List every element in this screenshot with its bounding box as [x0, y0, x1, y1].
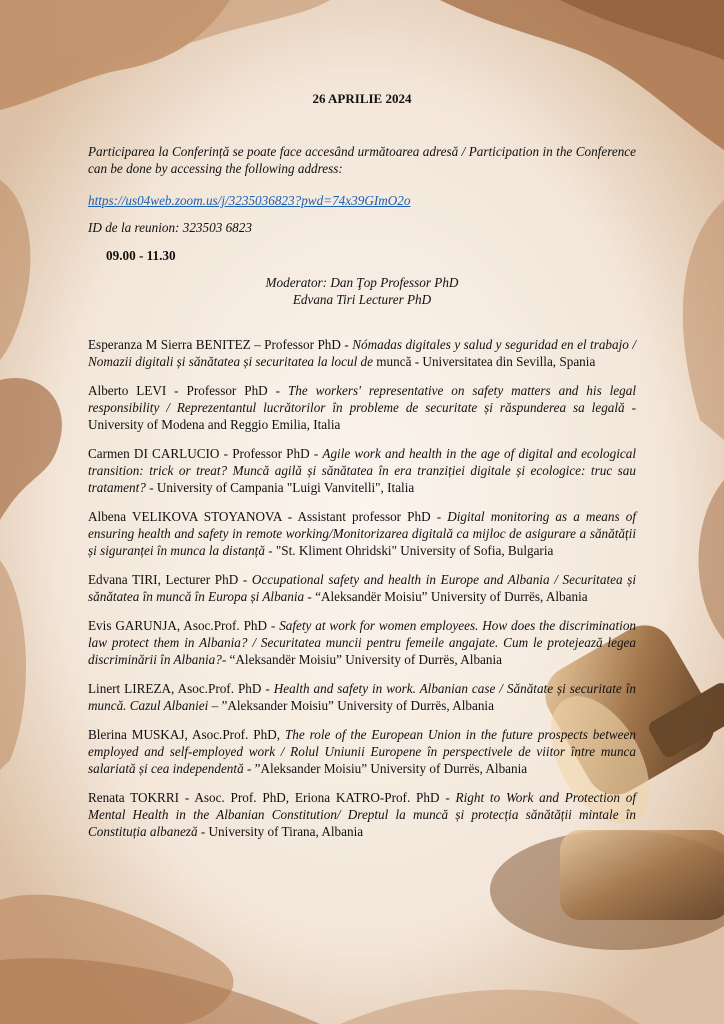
speaker-affiliation: muncă - Universitatea din Sevilla, Spania: [373, 354, 596, 369]
participation-intro: Participarea la Conferință se poate face accesând următoarea adresă / Participation in the Conference can be done by accessing the following address:: [88, 144, 636, 176]
speaker-affiliation: - University of Tirana, Albania: [197, 824, 364, 839]
talk-title: The role of the European Union in the future prospects between employed and self-employed work / Rolul Uniunii Europene în perspectivele de viitor între munca salariată și cea independentă: [88, 727, 636, 776]
speaker-affiliation: - “Aleksandër Moisiu” University of Durrës, Albania: [304, 589, 588, 604]
time-slot: 09.00 - 11.30: [106, 248, 176, 263]
speaker-author: Esperanza M Sierra BENITEZ – Professor PhD -: [88, 337, 353, 352]
speaker-author: Albena VELIKOVA STOYANOVA - Assistant professor PhD -: [88, 509, 448, 524]
speaker-affiliation: - "St. Kliment Ohridski" University of Sofia, Bulgaria: [264, 543, 554, 558]
speaker-entry: [88, 382, 636, 433]
speaker-author: Blerina MUSKAJ, Asoc.Prof. PhD,: [88, 727, 285, 742]
speaker-entry: [88, 508, 636, 559]
speaker-list: [88, 336, 636, 852]
speaker-author: Edvana TIRI, Lecturer PhD -: [88, 572, 252, 587]
talk-title: Nómadas digitales y salud y seguridad en el trabajo / Nomazii digitali și sănătatea și securitatea la locul de: [88, 337, 636, 369]
talk-title: Health and safety in work. Albanian case / Sănătate și securitate în muncă. Cazul Albaniei: [88, 681, 636, 713]
talk-title: The workers' representative on safety matters and his legal responsibility / Reprezentantul lucrătorilor în probleme de securitate și răspunderea sa legală: [88, 383, 636, 415]
speaker-entry: [88, 726, 636, 777]
speaker-entry: [88, 571, 636, 605]
speaker-author: Carmen DI CARLUCIO - Professor PhD -: [88, 446, 323, 461]
moderator-line: Moderator: Dan Ţop Professor PhD: [265, 275, 459, 290]
speaker-affiliation: - University of Modena and Reggio Emilia, Italia: [88, 400, 636, 432]
speaker-entry: [88, 445, 636, 496]
talk-title: Safety at work for women employees. How does the discrimination law protect them in Albania? / Securitatea muncii pentru femeile angajate. Cum le protejează legea discriminării în Albania?: [88, 618, 637, 667]
moderator-line: Edvana Tiri Lecturer PhD: [292, 292, 432, 307]
speaker-author: Evis GARUNJA, Asoc.Prof. PhD -: [88, 618, 280, 633]
speaker-entry: [88, 680, 636, 714]
speaker-entry: [88, 617, 636, 668]
meeting-id: ID de la reunion: 323503 6823: [88, 220, 252, 235]
speaker-affiliation: – ”Aleksander Moisiu” University of Durrës, Albania: [208, 698, 494, 713]
conference-date: 26 APRILIE 2024: [312, 91, 412, 106]
talk-title: Right to Work and Protection of Mental Health in the Albanian Constitution/ Dreptul la muncă și protecția sănătății mintale în Constituția albaneză: [88, 790, 636, 839]
talk-title: Agile work and health in the age of digital and ecological transition: trick or treat? Muncă agilă și sănătatea în era tranziției digitale și ecologice: truc sau tratament?: [88, 446, 636, 495]
speaker-author: Linert LIREZA, Asoc.Prof. PhD -: [88, 681, 274, 696]
speaker-affiliation: - “Aleksandër Moisiu” University of Durrës, Albania: [221, 652, 503, 667]
talk-title: Occupational safety and health in Europe and Albania / Securitatea și sănătatea în muncă în Europa și Albania: [88, 572, 636, 604]
speaker-author: Alberto LEVI - Professor PhD -: [88, 383, 288, 398]
speaker-affiliation: - ”Aleksander Moisiu” University of Durrës, Albania: [243, 761, 528, 776]
speaker-affiliation: - University of Campania "Luigi Vanvitelli", Italia: [145, 480, 415, 495]
moderators: [88, 274, 636, 308]
speaker-author: Renata TOKRRI - Asoc. Prof. PhD, Eriona KATRO-Prof. PhD -: [88, 790, 456, 805]
talk-title: Digital monitoring as a means of ensuring health and safety in remote working/Monitorizarea digitală ca mijloc de asigurare a sănătății și siguranței în munca la distanță: [88, 509, 636, 558]
speaker-entry: [88, 789, 636, 840]
zoom-link[interactable]: https://us04web.zoom.us/j/3235036823?pwd=74x39GImO2o: [88, 193, 411, 208]
speaker-entry: [88, 336, 636, 370]
